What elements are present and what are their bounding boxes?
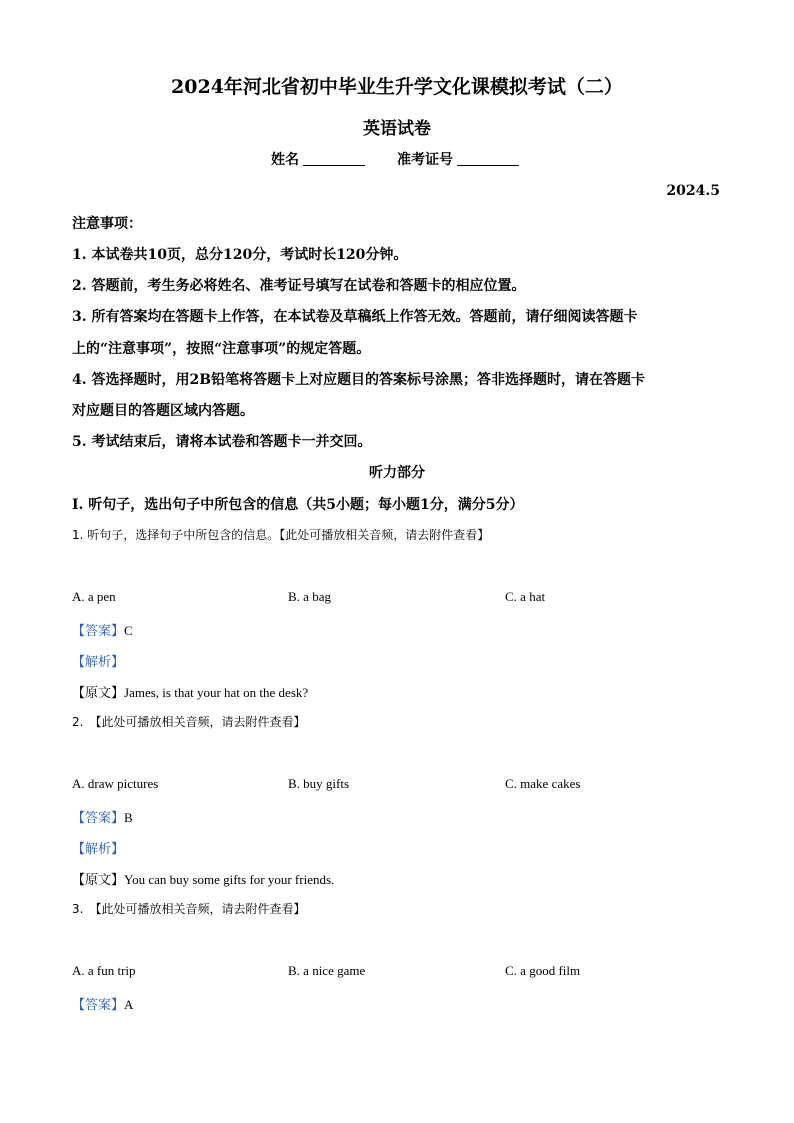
answer-value: B xyxy=(124,810,133,825)
notice-item: 3. 所有答案均在答题卡上作答，在本试卷及草稿纸上作答无效。答题前，请仔细阅读答题卡 xyxy=(72,309,638,325)
question-prompt: 1. 听句子，选择句子中所包含的信息。【此处可播放相关音频，请去附件查看】 xyxy=(72,528,490,542)
answer-value: C xyxy=(124,623,133,638)
analysis-label: 【解析】 xyxy=(72,842,125,857)
analysis-label: 【解析】 xyxy=(72,655,125,670)
notice-item: 5. 考试结束后，请将本试卷和答题卡一并交回。 xyxy=(72,434,372,450)
id-label: 准考证号 xyxy=(397,152,453,168)
answer-line xyxy=(72,620,133,639)
option-c: C. a hat xyxy=(505,589,546,604)
notice-item: 4. 答选择题时，用2B铅笔将答题卡上对应题目的答案标号涂黑；答非选择题时，请在答题卡 xyxy=(72,372,646,388)
question-prompt: 2. 【此处可播放相关音频，请去附件查看】 xyxy=(72,715,306,729)
analysis-line xyxy=(72,651,124,670)
name-label: 姓名 xyxy=(271,152,299,168)
original-line xyxy=(72,682,308,701)
original-label: 【原文】 xyxy=(72,686,125,701)
original-text: You can buy some gifts for your friends. xyxy=(124,872,335,887)
candidate-info xyxy=(0,149,794,169)
answer-line xyxy=(72,994,133,1013)
id-blank xyxy=(457,151,519,166)
question-prompt: 3. 【此处可播放相关音频，请去附件查看】 xyxy=(72,902,306,916)
exam-title: 2024年河北省初中毕业生升学文化课模拟考试（二） xyxy=(171,76,623,98)
answer-value: A xyxy=(124,997,134,1012)
original-text: James, is that your hat on the desk? xyxy=(124,685,309,700)
option-b: B. buy gifts xyxy=(288,776,350,791)
option-c: C. a good film xyxy=(505,963,581,978)
notice-heading: 注意事项： xyxy=(72,216,142,232)
notice-item: 1. 本试卷共10页，总分120分，考试时长120分钟。 xyxy=(72,247,408,263)
notice-item: 2. 答题前，考生务必将姓名、准考证号填写在试卷和答题卡的相应位置。 xyxy=(72,278,526,294)
exam-date: 2024.5 xyxy=(666,183,720,199)
answer-label: 【答案】 xyxy=(72,811,125,826)
notice-item: 对应题目的答题区域内答题。 xyxy=(72,403,254,419)
original-line xyxy=(72,869,334,888)
answer-label: 【答案】 xyxy=(72,998,125,1013)
answer-label: 【答案】 xyxy=(72,624,125,639)
subject-title: 英语试卷 xyxy=(363,119,431,139)
option-b: B. a bag xyxy=(288,589,331,604)
notice-item: 上的“注意事项”，按照“注意事项”的规定答题。 xyxy=(72,341,371,357)
option-a: A. a pen xyxy=(72,589,116,604)
section-title: 听力部分 xyxy=(369,465,425,481)
option-b: B. a nice game xyxy=(288,963,366,978)
name-blank xyxy=(303,151,365,166)
answer-line xyxy=(72,807,133,826)
option-a: A. draw pictures xyxy=(72,776,159,791)
original-label: 【原文】 xyxy=(72,873,125,888)
option-a: A. a fun trip xyxy=(72,963,136,978)
option-c: C. make cakes xyxy=(505,776,581,791)
part-title: Ⅰ. 听句子，选出句子中所包含的信息（共5小题；每小题1分，满分5分） xyxy=(72,497,524,513)
analysis-line xyxy=(72,838,124,857)
